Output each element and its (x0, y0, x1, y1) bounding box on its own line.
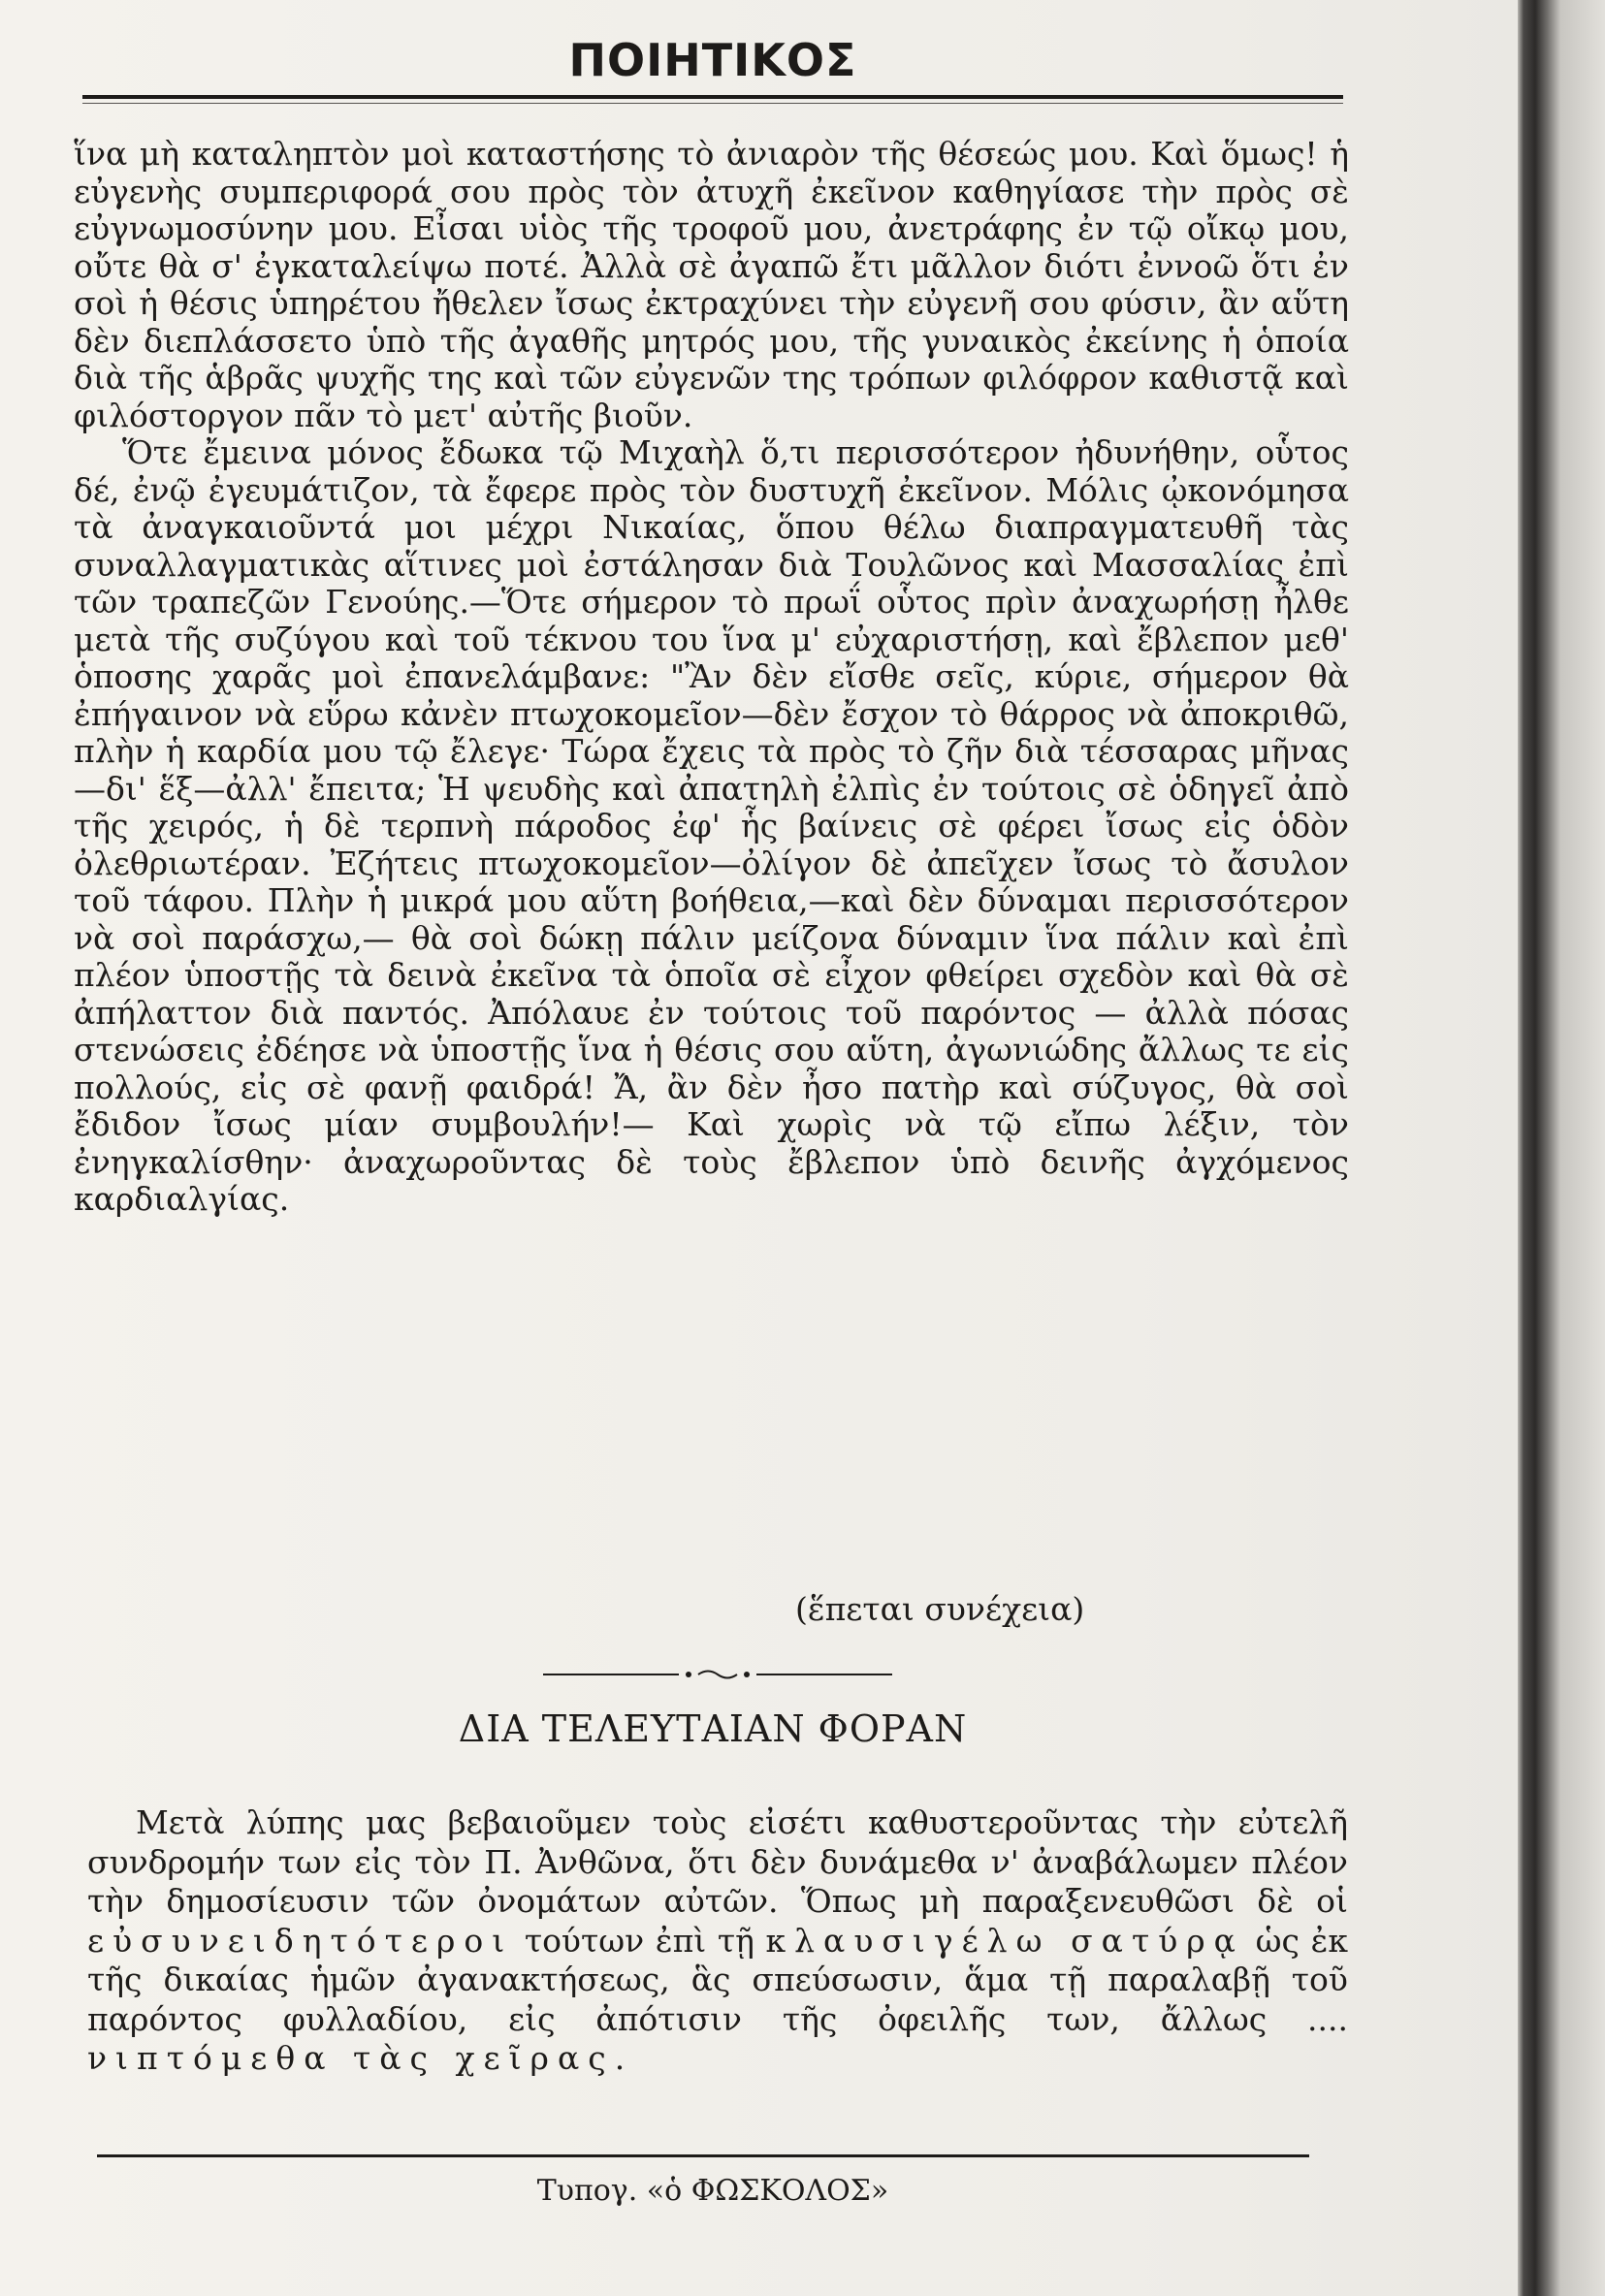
notice-title: ΔΙΑ ΤΕΛΕΥΤΑΙΑΝ ΦΟΡΑΝ (458, 1707, 968, 1750)
header-rule (82, 95, 1343, 99)
continuation-note: (ἕπεται συνέχεια) (795, 1590, 1085, 1628)
article-paragraph: ἵνα μὴ καταληπτὸν μοὶ καταστήσης τὸ ἀνιαρὸν τῆς θέσεώς μου. Καὶ ὅμως! ἡ εὐγενὴς συμπεριφορά σου πρὸς τὸν ἀτυχῆ ἐκεῖνον καθηγίασε τὴν πρὸς σὲ εὐγνωμοσύνην μου. Εἶσαι υἱὸς τῆς τροφοῦ μου, ἀνετράφης ἐν τῷ οἴκῳ μου, οὔτε θὰ σ' ἐγκαταλείψω ποτέ. Ἀλλὰ σὲ ἀγαπῶ ἔτι μᾶλλον διότι ἐννοῶ ὅτι ἐν σοὶ ἡ θέσις ὑπηρέτου ἤθελεν ἴσως ἐκτραχύνει τὴν εὐγενῆ σου φύσιν, ἂν αὕτη δὲν διεπλάσσετο ὑπὸ τῆς ἀγαθῆς μητρός μου, τῆς γυναικὸς ἐκείνης ἡ ὁποία διὰ τῆς ἁβρᾶς ψυχῆς της καὶ τῶν εὐγενῶν της τρόπων φιλόφρον καθιστᾷ καὶ φιλόστοργον πᾶν τὸ μετ' αὐτῆς βιοῦν. (74, 135, 1349, 434)
notice-text-part: τούτων ἐπὶ τῇ (524, 1921, 754, 1960)
page-title: ΠΟΙΗΤΙΚΟΣ (568, 34, 857, 86)
footer-rule (97, 2154, 1309, 2157)
ornament-divider (543, 1668, 892, 1681)
page-binding-edge (1518, 0, 1605, 2296)
notice-text-part: Μετὰ λύπης μας βεβαιοῦμεν τοὺς εἰσέτι καθυστεροῦντας τὴν εὐτελῆ συνδρομήν των εἰς τὸν Π. Ἀνθῶνα, ὅτι δὲν δυνάμεθα ν' ἀναβάλωμεν πλέον τὴν δημοσίευσιν τῶν ὀνομάτων αὐτῶν. Ὅπως μὴ παραξενευθῶσι δὲ οἱ (87, 1803, 1348, 1920)
printer-credit: Τυπογ. «ὁ ΦΩΣΚΟΛΟΣ» (536, 2174, 889, 2208)
notice-text-part: ὡς ἐκ τῆς δικαίας ἡμῶν ἀγανακτήσεως, ἃς σπεύσωσιν, ἅμα τῇ παραλαβῇ τοῦ παρόντος φυλλαδίου, εἰς ἀπότισιν τῆς ὀφειλῆς των, ἄλλως .... (87, 1921, 1348, 2038)
header-rule-thin (82, 103, 1343, 104)
notice-text (87, 1803, 1348, 2079)
notice-spaced-word: νιπτόμεθα τὰς χεῖρας. (87, 2039, 634, 2077)
article-body (74, 136, 1349, 1219)
page-header (78, 29, 1348, 91)
notice-spaced-word: εὐσυνειδητότεροι (87, 1921, 514, 1960)
article-paragraph: Ὅτε ἔμεινα μόνος ἔδωκα τῷ Μιχαὴλ ὅ,τι περισσότερον ἠδυνήθην, οὗτος δέ, ἐνῷ ἐγευμάτιζον, τὰ ἔφερε πρὸς τὸν δυστυχῆ ἐκεῖνον. Μόλις ᾠκονόμησα τὰ ἀναγκαιοῦντά μοι μέχρι Νικαίας, ὅπου θέλω διαπραγματευθῆ τὰς συναλλαγματικὰς αἵτινες μοὶ ἐστάλησαν διὰ Τουλῶνος καὶ Μασσαλίας ἐπὶ τῶν τραπεζῶν Γενούης.—Ὅτε σήμερον τὸ πρωΐ οὗτος πρὶν ἀναχωρήσῃ ἦλθε μετὰ τῆς συζύγου καὶ τοῦ τέκνου του ἵνα μ' εὐχαριστήσῃ, καὶ ἔβλεπον μεθ' ὁποσης χαρᾶς μοὶ ἐπανελάμβανε: "Ἂν δὲν εἴσθε σεῖς, κύριε, σήμερον θὰ ἐπήγαινον νὰ εὕρω κἀνὲν πτωχοκομεῖον—δὲν ἔσχον τὸ θάρρος νὰ ἀποκριθῶ, πλὴν ἡ καρδία μου τῷ ἔλεγε· Τώρα ἔχεις τὰ πρὸς τὸ ζῆν διὰ τέσσαρας μῆνας—δι' ἕξ—ἀλλ' ἔπειτα; Ἡ ψευδὴς καὶ ἀπατηλὴ ἐλπὶς ἐν τούτοις σὲ ὁδηγεῖ ἀπὸ τῆς χειρός, ἡ δὲ τερπνὴ πάροδος ἐφ' ἧς βαίνεις σὲ φέρει ἴσως εἰς ὁδὸν ὀλεθριωτέραν. Ἐζήτεις πτωχοκομεῖον—ὀλίγον δὲ ἀπεῖχεν ἴσως τὸ ἄσυλον τοῦ τάφου. Πλὴν ἡ μικρά μου αὕτη βοήθεια,—καὶ δὲν δύναμαι περισσότερον νὰ σοὶ παράσχω,— θὰ σοὶ δώκῃ πάλιν μείζονα δύναμιν ἵνα πάλιν καὶ ἐπὶ πλέον ὑποστῇς τὰ δεινὰ ἐκεῖνα τὰ ὁποῖα σὲ εἶχον φθείρει σχεδὸν καὶ θὰ σὲ ἀπήλαττον διὰ παντός. Ἀπόλαυε ἐν τούτοις τοῦ παρόντος — ἀλλὰ πόσας στενώσεις ἐδέησε νὰ ὑποστῇς ἵνα ἡ θέσις σου αὕτη, ἀγωνιώδης ἄλλως τε εἰς πολλούς, εἰς σὲ φανῇ φαιδρά! Ἄ, ἂν δὲν ἦσο πατὴρ καὶ σύζυγος, θὰ σοὶ ἔδιδον ἴσως μίαν συμβουλήν!— Καὶ χωρὶς νὰ τῷ εἴπω λέξιν, τὸν ἐνηγκαλίσθην· ἀναχωροῦντας δὲ τοὺς ἔβλεπον ὑπὸ δεινῆς ἀγχόμενος καρδιαλγίας. (74, 433, 1349, 1218)
notice-spaced-word: κλαυσιγέλω σατύρᾳ (765, 1921, 1244, 1960)
